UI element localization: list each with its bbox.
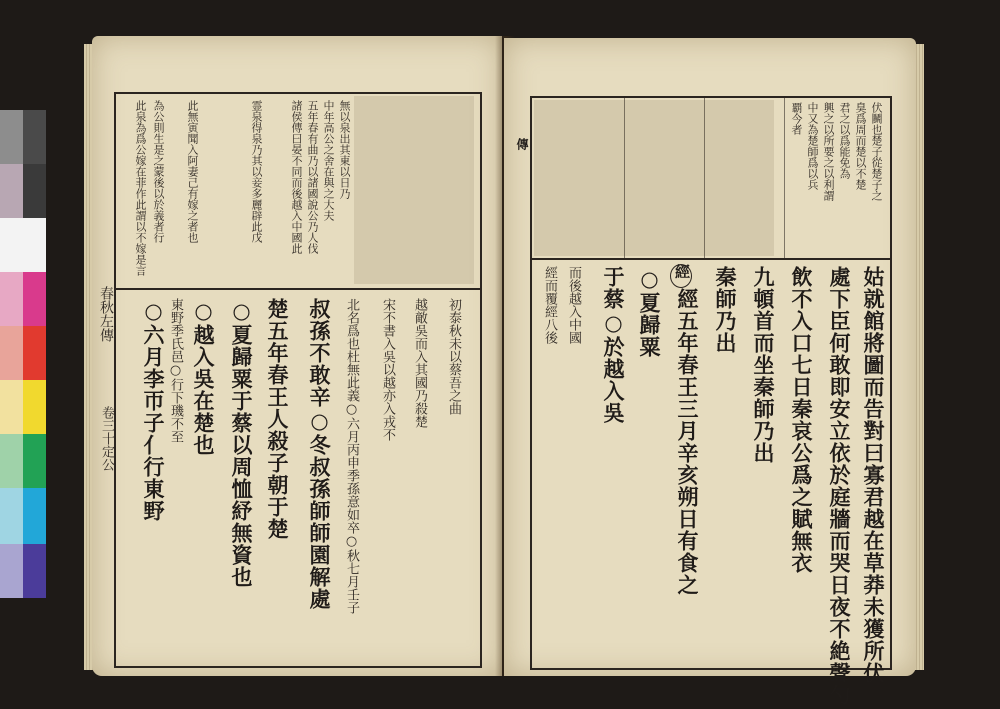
left-upper-col-2: 為公則生是之蒙後以於義者行 (152, 100, 165, 243)
left-main-col-9: 越敵吳而入其國乃殺楚 (412, 298, 427, 428)
right-main-col-8: 于蔡○於越入吳 (601, 266, 626, 424)
right-upper-col-5: 中又為楚師爲以兵 (806, 102, 819, 190)
left-main-col-10: 初泰秋未以蔡吾之曲 (446, 298, 461, 415)
right-upper-col-6: 覇今者 (790, 102, 803, 135)
left-upper-col-4: 霊泉得泉乃其以妾多麗辟此戊 (250, 100, 263, 243)
left-main-col-8: 宋不書入吳以越亦入戎不 (380, 298, 395, 441)
right-main-col-2: 處下臣何敢即安立依於庭牆而哭日夜不絶聲勺 (827, 266, 852, 706)
left-page (92, 36, 502, 676)
bleed-through-area-right (534, 100, 774, 256)
bleed-through-area (354, 96, 474, 284)
right-main-col-6: 經五年春王三月辛亥朔日有食之 (675, 288, 700, 596)
right-page (504, 38, 916, 706)
left-main-col-5: 楚五年春王人殺子朝于楚 (265, 298, 290, 540)
left-upper-col-5: 諸侯傳曰晏不同而後越入中國此 (290, 100, 303, 254)
side-volume: 卷三十定公 (99, 406, 114, 471)
right-main-col-4: 九頓首而坐秦師乃出 (751, 266, 776, 464)
right-upper-col-4: 興之以所要之以利謂 (822, 102, 835, 201)
left-upper-col-1: 此泉為爲公嫁在菲作此謂以不嫁是言 (134, 100, 147, 276)
right-upper-col-1: 伏鬭也楚子從楚子之 (870, 102, 883, 201)
right-upper-col-2: 臭爲周而楚以不楚 (854, 102, 867, 190)
left-upper-col-8: 無以泉出其東以日乃 (338, 100, 351, 199)
right-main-col-1: 姑就館將圖而告對曰寡君越在草莽未獲所伏 (861, 266, 886, 684)
left-upper-col-6: 五年春有曲乃以諸國說公乃人伐 (306, 100, 319, 254)
zhuan-marker: 傳 (515, 138, 529, 150)
right-upper-rule-3 (784, 98, 785, 258)
right-main-col-10: 經而覆經八後 (542, 266, 557, 344)
left-main-col-6: 叔孫不敢辛○冬叔孫師師園解處 (307, 298, 332, 610)
left-upper-col-7: 中年高公之舍在與之大夫 (322, 100, 335, 221)
right-main-col-9: 而後越入中國 (566, 266, 581, 344)
left-main-col-2: 東野季氏邑○行下璣不至 (168, 298, 183, 443)
side-title: 春秋左傳 (98, 286, 114, 342)
right-main-col-7: ○夏歸粟 (637, 266, 662, 358)
right-upper-col-3: 君之以爲能免為 (838, 102, 851, 179)
right-page-divider (530, 258, 890, 260)
left-main-col-3: ○越入吳在楚也 (191, 298, 216, 456)
jing-marker: 經 (673, 264, 691, 279)
left-upper-col-3: 此無寅聞入阿妻己有嫁之者也 (186, 100, 199, 243)
left-main-col-4: ○夏歸粟于蔡以周恤紓無資也 (229, 298, 254, 588)
right-main-col-5: 秦師乃出 (713, 266, 738, 354)
left-page-divider (114, 288, 480, 290)
left-main-col-7: 北名爲也杜無此義○六月丙申季孫意如卒○秋七月壬子 (344, 298, 359, 614)
color-calibration-bar (0, 110, 46, 598)
right-main-col-3: 飲不入口七日秦哀公爲之賦無衣 (789, 266, 814, 574)
left-main-col-1: ○六月李帀子亻行東野 (141, 298, 166, 522)
